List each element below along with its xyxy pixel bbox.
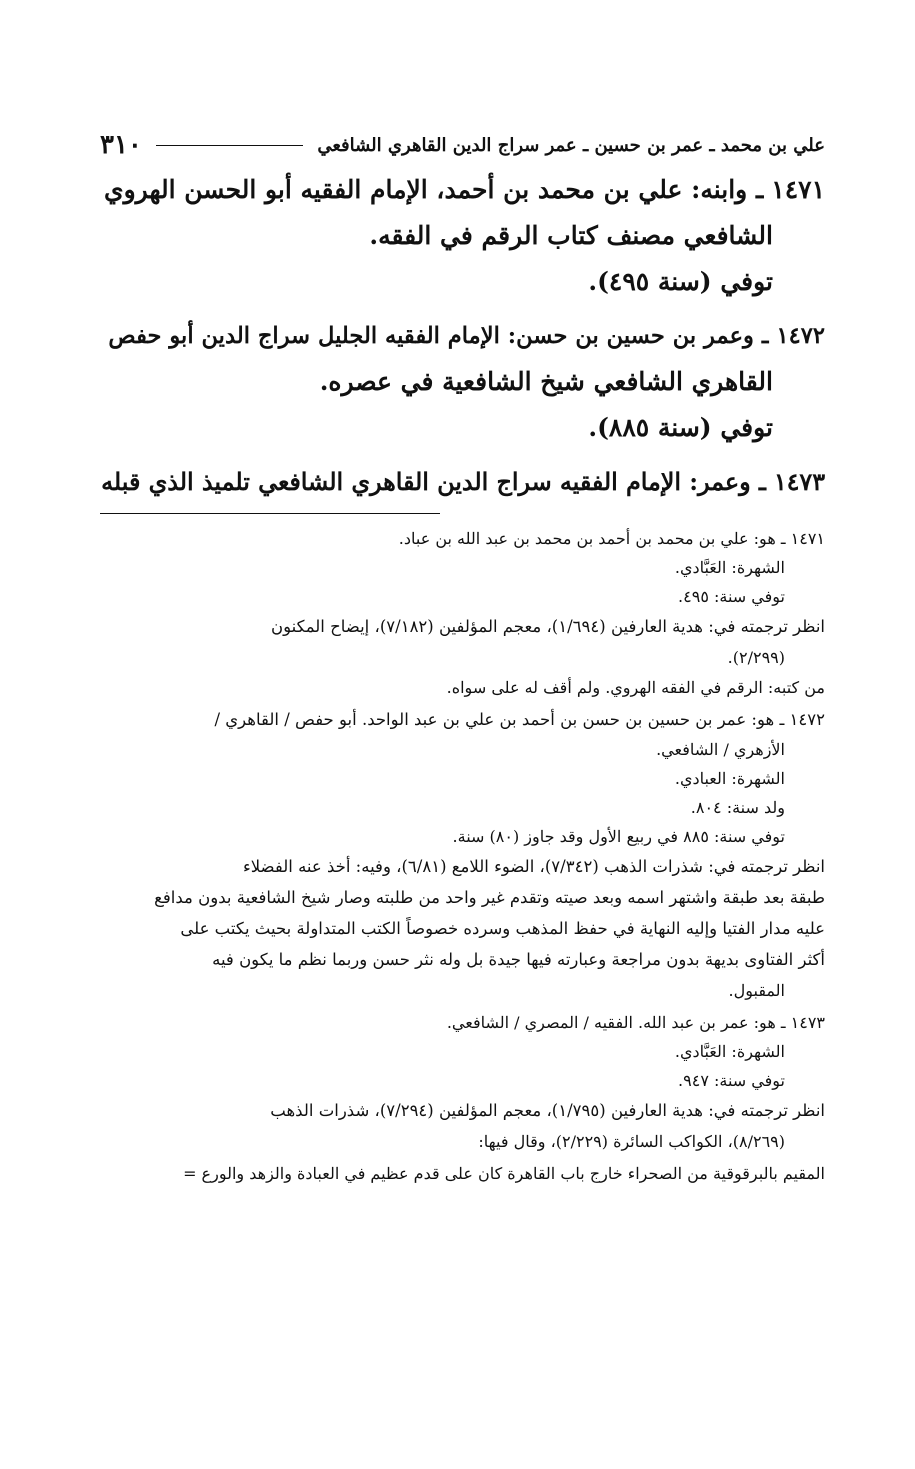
entry-1472 — [100, 313, 825, 451]
footnote-line: انظر ترجمته في: شذرات الذهب (٧/٣٤٢)، الضوء اللامع (٦/٨١)، وفيه: أخذ عنه الفضلاء — [242, 857, 825, 876]
entry-text: ـ وابنه: علي بن محمد بن أحمد، الإمام الفقيه أبو الحسن الهروي — [104, 175, 764, 204]
footnotes — [100, 524, 825, 1191]
footnote-1473 — [100, 1008, 825, 1191]
footnote-1472 — [100, 704, 825, 1006]
footnote-line: طبقة بعد طبقة واشتهر اسمه وبعد صيته وتقدم غير واحد من طلبته وصار شيخ الشافعية بدون مدافع — [154, 888, 825, 907]
page-header — [100, 125, 825, 165]
entry-number: ١٤٧١ — [771, 175, 825, 204]
entry-number: ١٤٧٣ — [773, 468, 825, 496]
footnote-line: (٨/٢٦٩)، الكواكب السائرة (٢/٢٢٩)، وقال فيها: — [478, 1132, 785, 1151]
running-title: علي بن محمد ـ عمر بن حسين ـ عمر سراج الدين القاهري الشافعي — [317, 134, 825, 156]
footnote-separator — [100, 513, 440, 514]
footnote-line: ١٤٧٢ ـ هو: عمر بن حسين بن حسن بن أحمد بن علي بن عبد الواحد. أبو حفص / القاهري / — [214, 710, 825, 729]
footnote-line: انظر ترجمته في: هدية العارفين (١/٦٩٤)، معجم المؤلفين (٧/١٨٢)، إيضاح المكنون — [270, 617, 825, 636]
footnote-line: عليه مدار الفتيا وإليه النهاية في حفظ المذهب وسرده خصوصاً الكتب المتداولة بحيث يكتب على — [180, 919, 825, 938]
footnote-line: توفي سنة: ٨٨٥ في ربيع الأول وقد جاوز (٨٠) سنة. — [452, 827, 785, 846]
footnote-line: الشهرة: العَبَّادي. — [674, 558, 785, 577]
entry-text: الشافعي مصنف كتاب الرقم في الفقه. — [369, 221, 773, 250]
entry-text: ـ وعمر: الإمام الفقيه سراج الدين القاهري الشافعي تلميذ الذي قبله — [101, 468, 766, 496]
footnote-line: انظر ترجمته في: هدية العارفين (١/٧٩٥)، معجم المؤلفين (٧/٢٩٤)، شذرات الذهب — [270, 1101, 825, 1120]
footnote-line: من كتبه: الرقم في الفقه الهروي. ولم أقف له على سواه. — [446, 678, 825, 697]
footnote-1471 — [100, 524, 825, 702]
entry-number: ١٤٧٢ — [776, 323, 825, 349]
entry-text: القاهري الشافعي شيخ الشافعية في عصره. — [319, 367, 773, 396]
footnote-line: الأزهري / الشافعي. — [656, 740, 785, 759]
book-page — [100, 125, 825, 1193]
footnote-line: توفي سنة: ٤٩٥. — [678, 587, 785, 606]
entry-1471 — [100, 167, 825, 305]
footnote-line: الشهرة: العَبَّادي. — [674, 1042, 785, 1061]
footnote-line: ١٤٧١ ـ هو: علي بن محمد بن أحمد بن محمد بن عبد الله بن عباد. — [398, 529, 825, 548]
header-rule — [156, 145, 303, 146]
footnote-line: المقبول. — [728, 981, 785, 1000]
footnote-line: ١٤٧٣ ـ هو: عمر بن عبد الله. الفقيه / المصري / الشافعي. — [446, 1013, 825, 1032]
footnote-line: الشهرة: العبادي. — [674, 769, 785, 788]
footnote-line: أكثر الفتاوى بديهة بدون مراجعة وعبارته فيها جيدة بل وله نثر حسن وربما نظم ما يكون فيه — [212, 950, 825, 969]
footnote-line: توفي سنة: ٩٤٧. — [678, 1071, 785, 1090]
page-number: ٣١٠ — [100, 130, 142, 160]
entry-1473 — [100, 459, 825, 505]
entry-death-date: توفي (سنة ٤٩٥). — [588, 267, 773, 296]
main-text — [100, 167, 825, 505]
entry-text: ـ وعمر بن حسين بن حسن: الإمام الفقيه الجليل سراج الدين أبو حفص — [108, 323, 769, 349]
footnote-line: (٢/٢٩٩). — [727, 648, 785, 667]
footnote-line: ولد سنة: ٨٠٤. — [690, 798, 785, 817]
entry-death-date: توفي (سنة ٨٨٥). — [588, 413, 773, 442]
footnote-continuation: المقيم بالبرقوقية من الصحراء خارج باب القاهرة كان على قدم عظيم في العبادة والزهد والورع = — [183, 1164, 825, 1183]
